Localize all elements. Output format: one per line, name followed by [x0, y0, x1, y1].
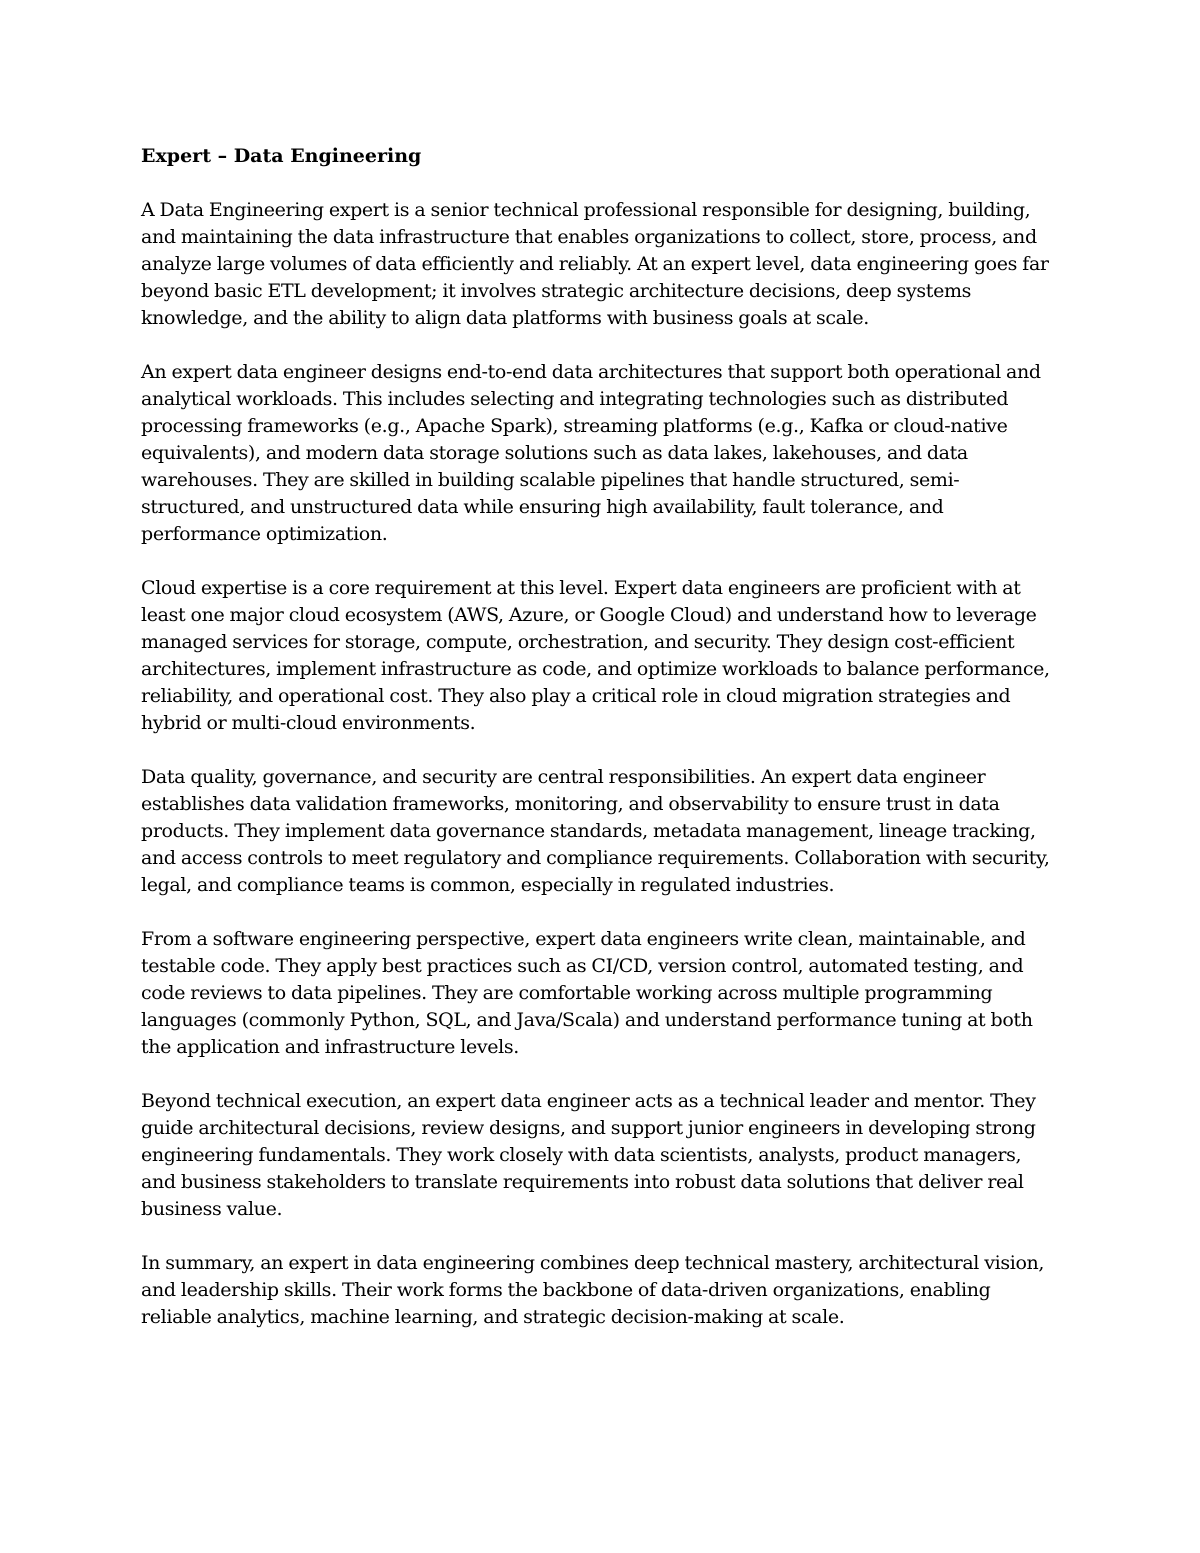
document-title: Expert – Data Engineering [141, 145, 422, 167]
paragraph-cloud: Cloud expertise is a core requirement at this level. Expert data engineers are proficient with at least one major cloud ecosystem (AWS, Azure, or Google Cloud) and understand how to leverage managed services for storage, compute, orchestration, and security. They design cost-efficient architectures, implement infrastructure as code, and optimize workloads to balance performance, reliability, and operational cost. They also play a critical role in cloud migration strategies and hybrid or multi-cloud environments. [141, 577, 1050, 734]
paragraph-architecture: An expert data engineer designs end-to-end data architectures that support both operational and analytical workloads. This includes selecting and integrating technologies such as distributed processing frameworks (e.g., Apache Spark), streaming platforms (e.g., Kafka or cloud-native equivalents), and modern data storage solutions such as data lakes, lakehouses, and data warehouses. They are skilled in building scalable pipelines that handle structured, semi-structured, and unstructured data while ensuring high availability, fault tolerance, and performance optimization. [141, 361, 1041, 545]
document-body [141, 143, 1061, 1358]
paragraph-intro: A Data Engineering expert is a senior technical professional responsible for designing, building, and maintaining the data infrastructure that enables organizations to collect, store, process, and analyze large volumes of data efficiently and reliably. At an expert level, data engineering goes far beyond basic ETL development; it involves strategic architecture decisions, deep systems knowledge, and the ability to align data platforms with business goals at scale. [141, 199, 1049, 329]
paragraph-leadership: Beyond technical execution, an expert data engineer acts as a technical leader and mentor. They guide architectural decisions, review designs, and support junior engineers in developing strong engineering fundamentals. They work closely with data scientists, analysts, product managers, and business stakeholders to translate requirements into robust data solutions that deliver real business value. [141, 1090, 1036, 1220]
paragraph-software-engineering: From a software engineering perspective, expert data engineers write clean, maintainable, and testable code. They apply best practices such as CI/CD, version control, automated testing, and code reviews to data pipelines. They are comfortable working across multiple programming languages (commonly Python, SQL, and Java/Scala) and understand performance tuning at both the application and infrastructure levels. [141, 928, 1033, 1058]
paragraph-summary: In summary, an expert in data engineering combines deep technical mastery, architectural vision, and leadership skills. Their work forms the backbone of data-driven organizations, enabling reliable analytics, machine learning, and strategic decision-making at scale. [141, 1252, 1045, 1328]
paragraph-governance: Data quality, governance, and security are central responsibilities. An expert data engineer establishes data validation frameworks, monitoring, and observability to ensure trust in data products. They implement data governance standards, metadata management, lineage tracking, and access controls to meet regulatory and compliance requirements. Collaboration with security, legal, and compliance teams is common, especially in regulated industries. [141, 766, 1050, 896]
